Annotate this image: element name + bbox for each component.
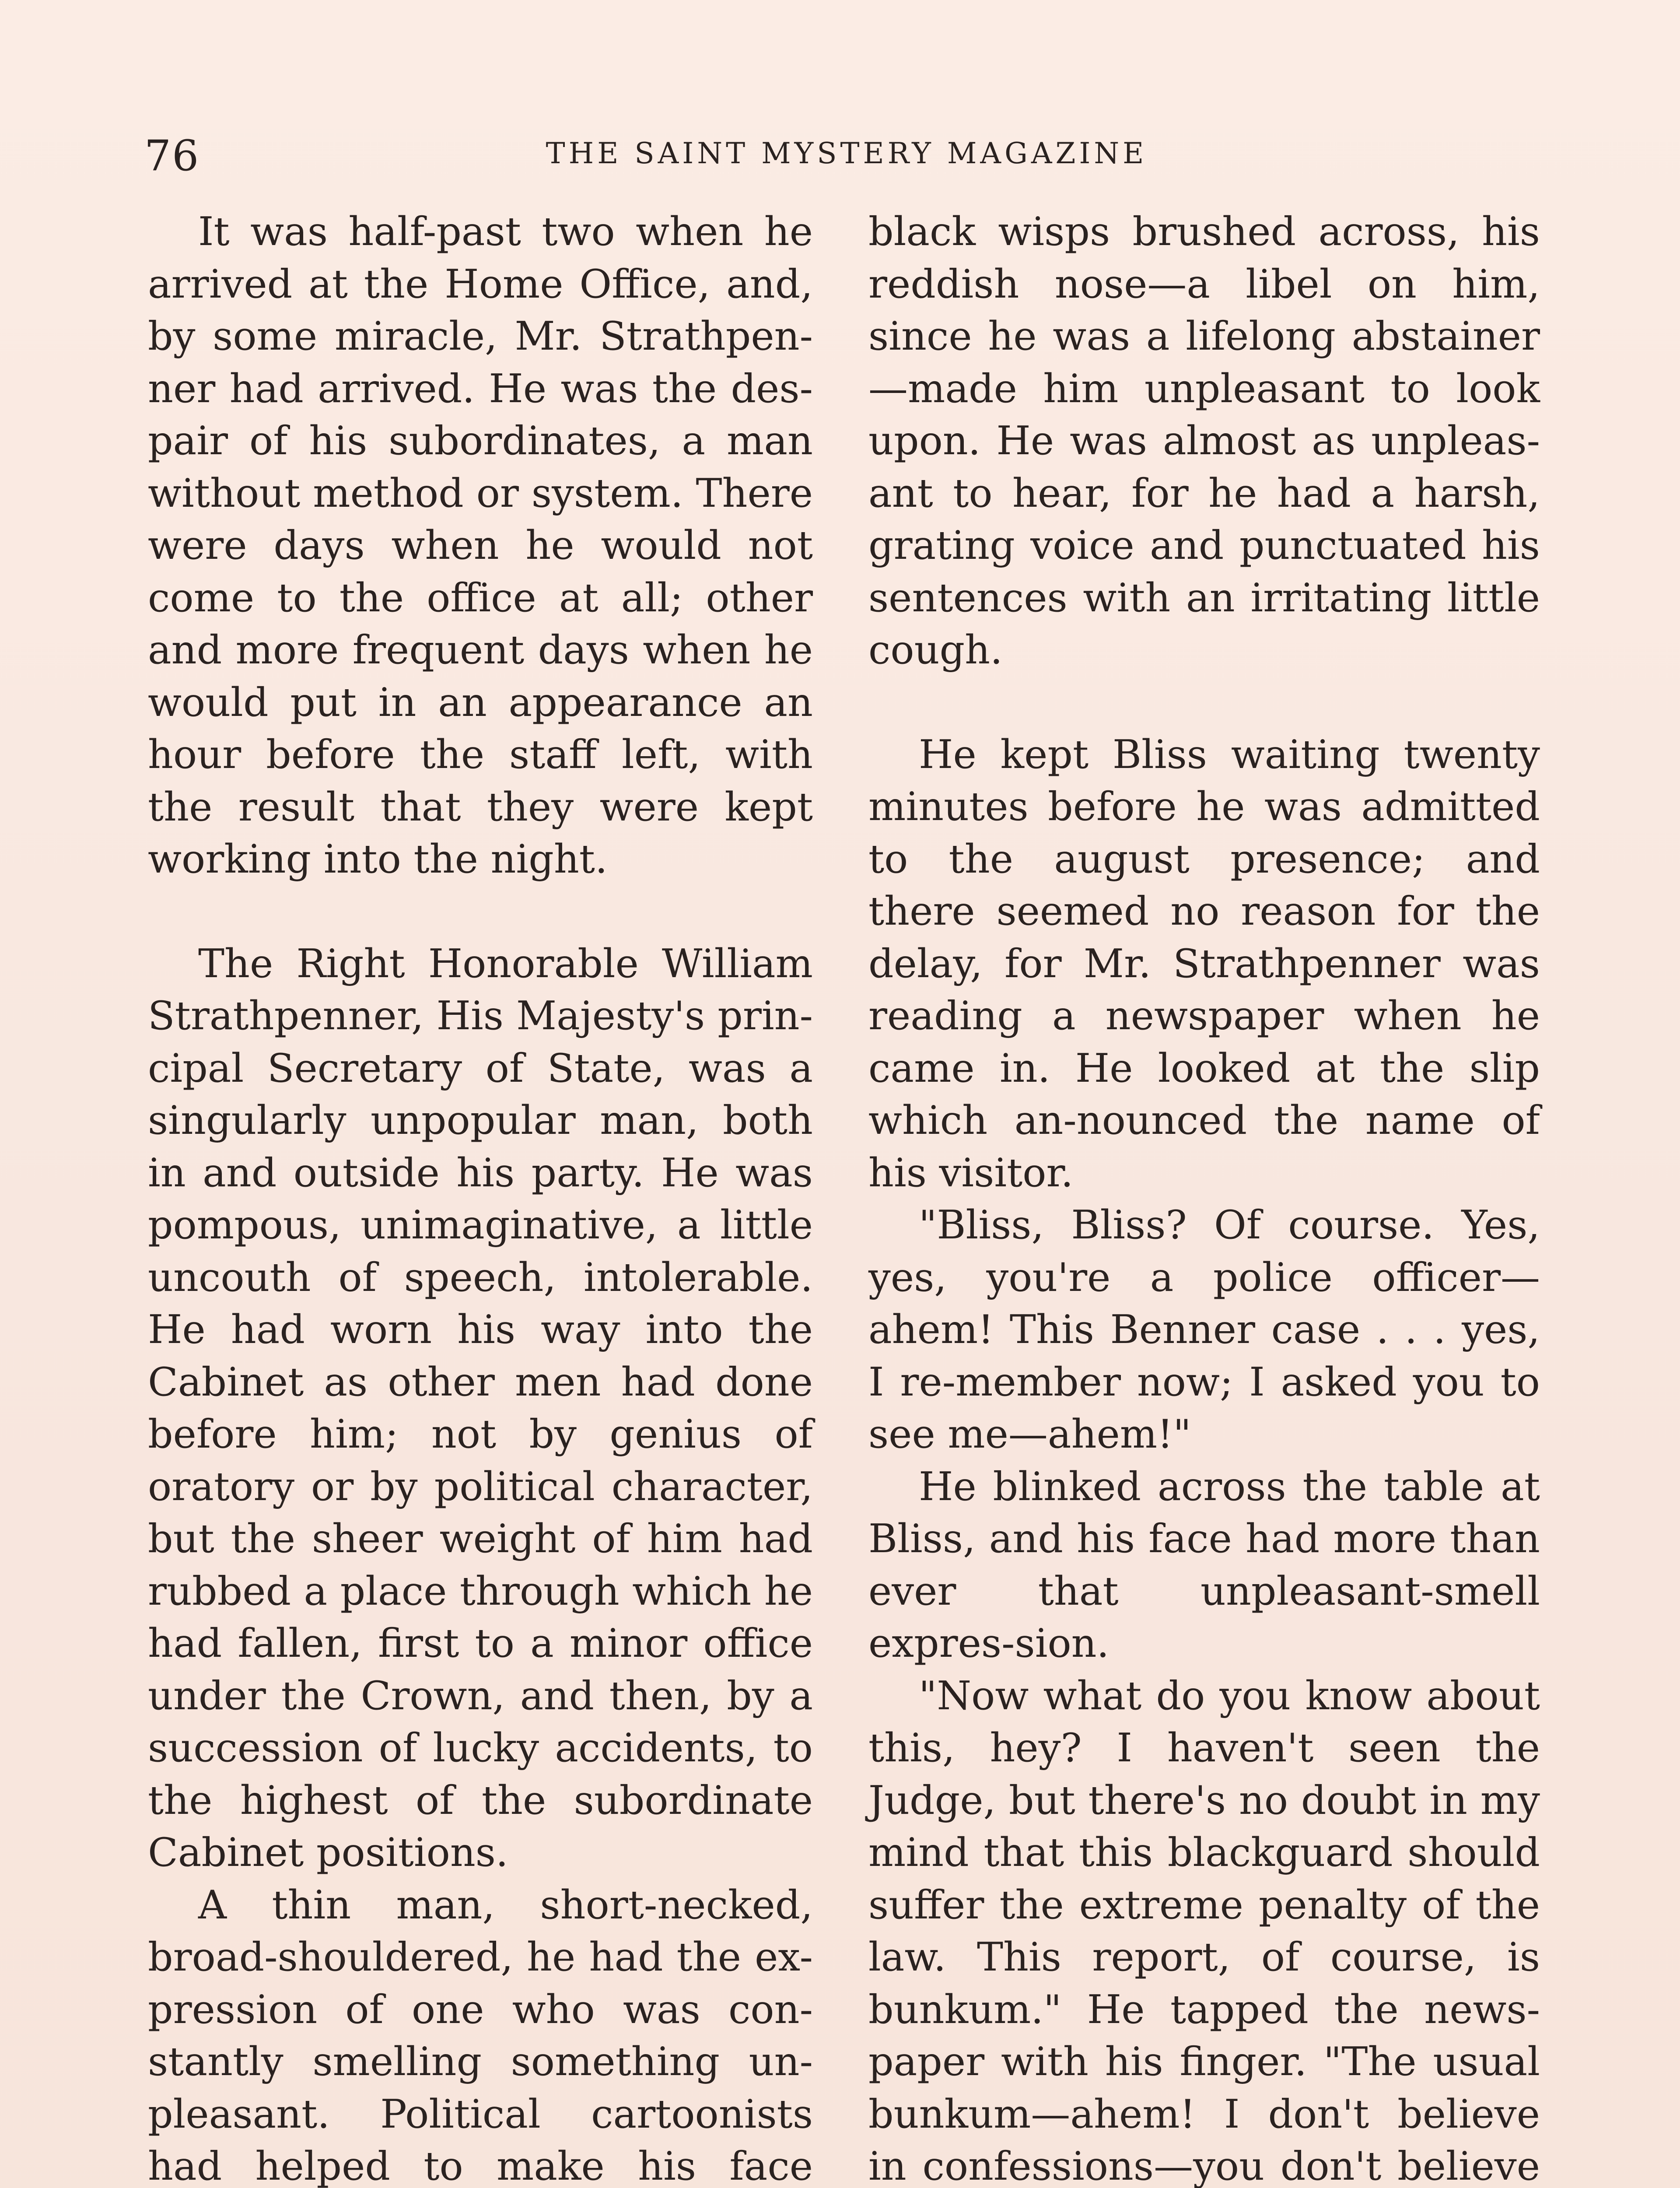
paragraph: "Now what do you know about this, hey? I haven't seen the Judge, but there's no doubt in my mind that this blackguard should suffer the extreme penalty of the law. This report, of course, is bunkum." He tapped the news-paper with his finger. "The usual bunkum—ahem! I don't believe in confessions—you don't believe [868,1673,1540,2188]
right-column [868,206,1540,2188]
running-title: THE SAINT MYSTERY MAGAZINE [546,137,1148,170]
paragraph: He kept Bliss waiting twenty minutes before he was admitted to the august presence; and there seemed no reason for the delay, for Mr. Strathpenner was reading a newspaper when he came in. He looked at the slip which an-nounced the name of his visitor. [868,731,1540,1196]
page-header [144,131,1549,188]
paragraph: The Right Honorable William Strathpenner, His Majesty's prin-cipal Secretary of State, was a singularly unpopular man, both in and outside his party. He was pompous, unimaginative, a little uncouth of speech, intolerable. He had worn his way into the Cabinet as other men had done before him; not by genius of oratory or by political character, but the sheer weight of him had rubbed a place through which he had fallen, first to a minor office under the Crown, and then, by a succession of lucky accidents, to the highest of the subordinate Cabinet positions. [148,940,813,1876]
page-number: 76 [144,131,200,180]
left-column [148,206,813,2188]
paragraph: "Bliss, Bliss? Of course. Yes, yes, you're a police officer—ahem! This Benner case . . . yes, I re-member now; I asked you to see me—ahem!" [868,1202,1540,1457]
paragraph: He blinked across the table at Bliss, and his face had more than ever that unpleasant-smell expres-sion. [868,1463,1540,1666]
paragraph: A thin man, short-necked, broad-shouldered, he had the ex-pression of one who was con-stantly smelling something un-pleasant. Political cartoonists had helped to make his face [148,1882,813,2188]
paragraph-continued: black wisps brushed across, his reddish nose—a libel on him, since he was a lifelong abstainer —made him unpleasant to look upon. He was almost as unpleas-ant to hear, for he had a harsh, grating voice and punctuated his sentences with an irritating little cough. [868,209,1540,673]
paragraph: It was half-past two when he arrived at the Home Office, and, by some miracle, Mr. Strathpen-ner had arrived. He was the des-pair of his subordinates, a man without method or system. There were days when he would not come to the office at all; other and more frequent days when he would put in an appearance an hour before the staff left, with the result that they were kept working into the night. [148,209,813,882]
